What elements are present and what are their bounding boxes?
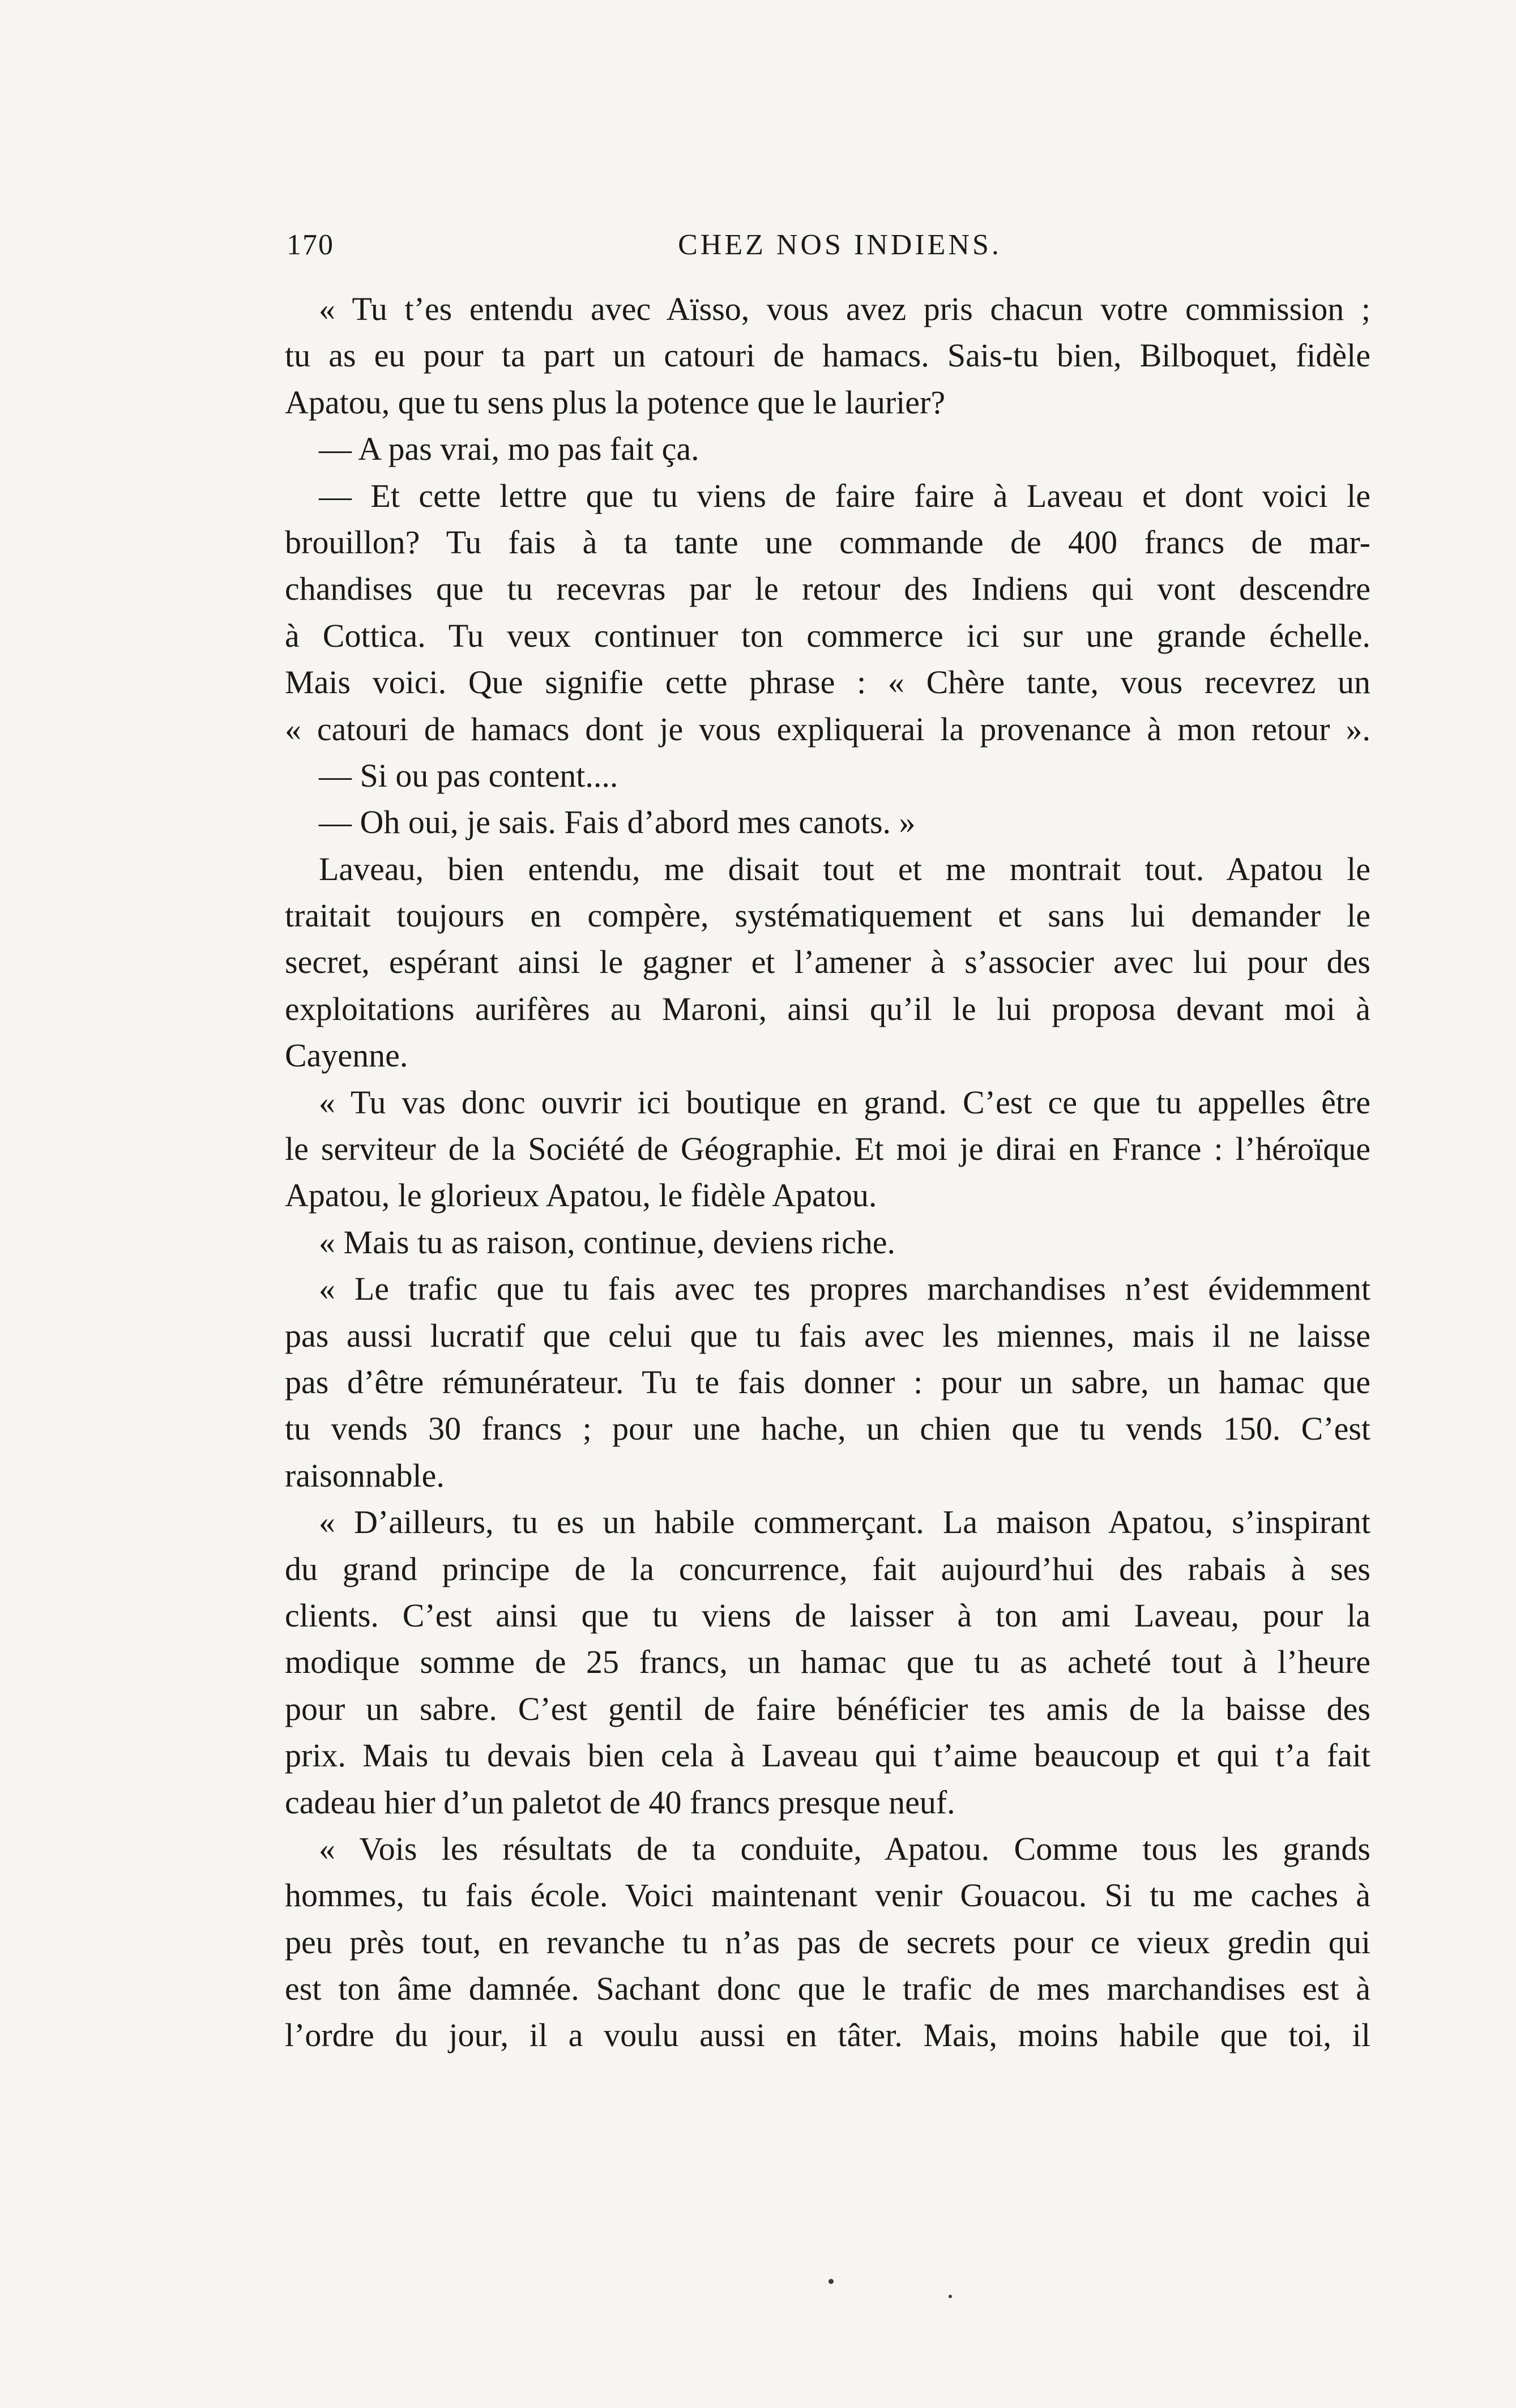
text-line: chandises que tu recevras par le retour des Indiens qui vont descendre xyxy=(285,570,1370,608)
page-number: 170 xyxy=(287,229,334,261)
running-header xyxy=(287,225,1370,265)
text-line: Apatou, que tu sens plus la potence que le laurier? xyxy=(285,383,946,421)
text-line: pour un sabre. C’est gentil de faire bénéficier tes amis de la baisse des xyxy=(285,1690,1370,1727)
text-line: brouillon? Tu fais à ta tante une commande de 400 francs de mar- xyxy=(285,523,1370,561)
text-line: — Et cette lettre que tu viens de faire faire à Laveau et dont voici le xyxy=(319,477,1370,514)
text-line: « D’ailleurs, tu es un habile commerçant. La maison Apatou, s’inspirant xyxy=(319,1504,1370,1541)
text-line: du grand principe de la concurrence, fait aujourd’hui des rabais à ses xyxy=(285,1550,1370,1587)
text-line: est ton âme damnée. Sachant donc que le trafic de mes marchandises est à xyxy=(285,1970,1370,2008)
text-line: « Tu t’es entendu avec Aïsso, vous avez pris chacun votre commission ; xyxy=(319,291,1370,327)
text-line: raisonnable. xyxy=(285,1457,445,1494)
text-line: clients. C’est ainsi que tu viens de laisser à ton ami Laveau, pour la xyxy=(285,1596,1370,1634)
text-line: exploitations aurifères au Maroni, ainsi qu’il le lui proposa devant moi à xyxy=(285,990,1370,1027)
text-line: secret, espérant ainsi le gagner et l’amener à s’associer avec lui pour des xyxy=(285,943,1370,981)
text-line: « Mais tu as raison, continue, deviens riche. xyxy=(319,1223,895,1261)
text-line: à Cottica. Tu veux continuer ton commerce ici sur une grande échelle. xyxy=(285,617,1370,654)
text-line: Apatou, le glorieux Apatou, le fidèle Apatou. xyxy=(285,1177,877,1214)
text-line: Cayenne. xyxy=(285,1037,408,1074)
text-line: pas d’être rémunérateur. Tu te fais donner : pour un sabre, un hamac que xyxy=(285,1363,1370,1401)
text-line: traitait toujours en compère, systématiquement et sans lui demander le xyxy=(285,897,1370,934)
text-line: peu près tout, en revanche tu n’as pas de secrets pour ce vieux gredin qui xyxy=(285,1923,1370,1961)
text-line: — Oh oui, je sais. Fais d’abord mes canots. » xyxy=(319,804,916,841)
text-line: hommes, tu fais école. Voici maintenant venir Gouacou. Si tu me caches à xyxy=(285,1877,1370,1914)
text-line: modique somme de 25 francs, un hamac que tu as acheté tout à l’heure xyxy=(285,1643,1370,1681)
text-line: prix. Mais tu devais bien cela à Laveau qui t’aime beaucoup et qui t’a fait xyxy=(285,1737,1370,1774)
text-line: « Tu vas donc ouvrir ici boutique en grand. C’est ce que tu appelles être xyxy=(319,1083,1370,1121)
text-line: l’ordre du jour, il a voulu aussi en tâter. Mais, moins habile que toi, il xyxy=(285,2017,1370,2054)
text-line: Laveau, bien entendu, me disait tout et me montrait tout. Apatou le xyxy=(319,850,1370,887)
paper-speck xyxy=(949,2295,952,2298)
body-text xyxy=(285,286,1370,2059)
text-line: « Le trafic que tu fais avec tes propres marchandises n’est évidemment xyxy=(319,1270,1370,1308)
text-line: pas aussi lucratif que celui que tu fais avec les miennes, mais il ne laisse xyxy=(285,1317,1370,1354)
text-line: le serviteur de la Société de Géographie. Et moi je dirai en France : l’héroïque xyxy=(285,1130,1370,1168)
paper-speck xyxy=(829,2279,834,2284)
running-title: CHEZ NOS INDIENS. xyxy=(678,229,1002,261)
text-line: « Vois les résultats de ta conduite, Apatou. Comme tous les grands xyxy=(319,1830,1370,1867)
text-line: — Si ou pas content.... xyxy=(319,757,618,794)
text-line: tu vends 30 francs ; pour une hache, un chien que tu vends 150. C’est xyxy=(285,1410,1370,1448)
text-line: tu as eu pour ta part un catouri de hamacs. Sais-tu bien, Bilboquet, fidèle xyxy=(285,337,1370,374)
text-line: — A pas vrai, mo pas fait ça. xyxy=(319,430,699,468)
text-line: cadeau hier d’un paletot de 40 francs presque neuf. xyxy=(285,1783,955,1821)
text-line: Mais voici. Que signifie cette phrase : « Chère tante, vous recevrez un xyxy=(285,664,1370,701)
text-line: « catouri de hamacs dont je vous expliquerai la provenance à mon retour ». xyxy=(285,710,1370,748)
